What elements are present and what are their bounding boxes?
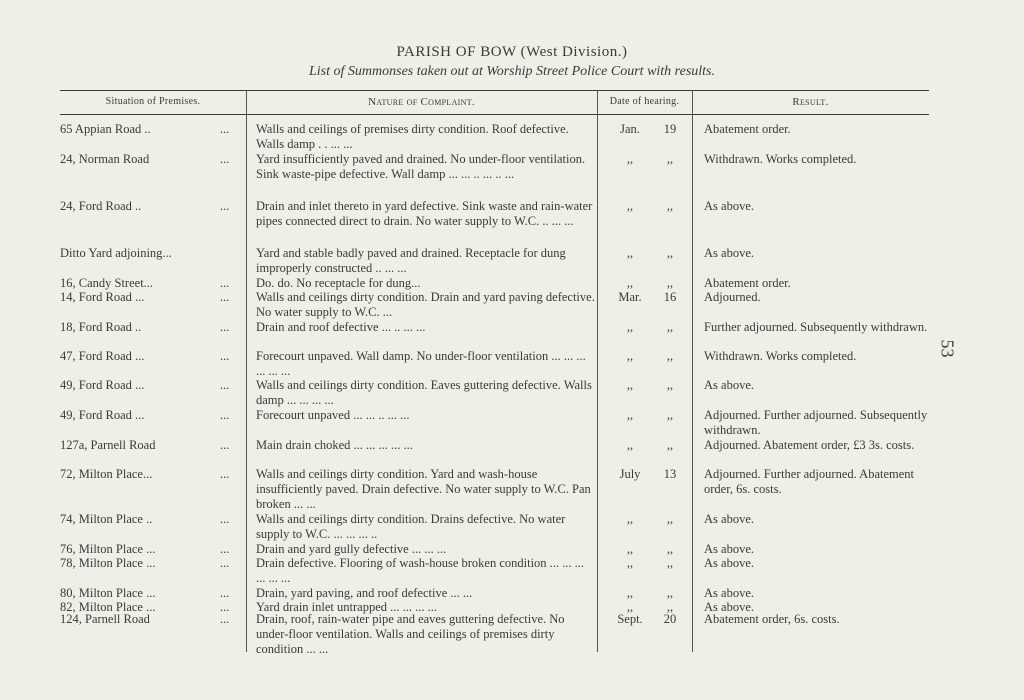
result-cell: Withdrawn. Works completed. [704, 152, 857, 166]
hearing-day-cell: ,, [666, 378, 674, 392]
complaint-cell: Main drain choked ... ... ... ... ... [256, 438, 413, 452]
leader-dots: ... [220, 152, 230, 166]
leader-dots: ... [220, 290, 230, 304]
complaint-cell: Yard and stable badly paved and drained. Receptacle for dung improperly constructed .. ... ... [256, 246, 566, 275]
leader-dots: ... [220, 586, 230, 600]
header-result: Result. [792, 96, 829, 108]
hearing-day-cell: ,, [666, 408, 674, 422]
hearing-month-cell: ,, [626, 600, 634, 614]
result-cell: As above. [704, 199, 754, 213]
complaint-cell: Drain and roof defective ... .. ... ... [256, 320, 426, 334]
premises-name: 72, Milton Place... [60, 467, 153, 481]
result-cell: As above. [704, 556, 754, 570]
result-cell: As above. [704, 512, 754, 526]
leader-dots: ... [220, 199, 230, 213]
hearing-day-cell: ,, [666, 199, 674, 213]
result-cell: Further adjourned. Subsequently withdrawn. [704, 320, 928, 334]
result-cell: Adjourned. [704, 290, 761, 304]
premises-name: 24, Ford Road .. [60, 199, 142, 213]
result-cell: Adjourned. Further adjourned. Subsequently withdrawn. [704, 408, 928, 437]
hearing-day-cell: ,, [666, 600, 674, 614]
hearing-month-cell: ,, [626, 378, 634, 392]
result-cell: As above. [704, 378, 754, 392]
leader-dots: ... [220, 408, 230, 422]
premises-name: 14, Ford Road ... [60, 290, 145, 304]
hearing-month-cell: ,, [626, 246, 634, 260]
leader-dots: ... [220, 600, 230, 614]
complaint-cell: Walls and ceilings dirty condition. Drain and yard paving defective. No water supply to W.C. ... [256, 290, 595, 319]
hearing-day-cell: ,, [666, 246, 674, 260]
hearing-day-cell: 13 [663, 467, 677, 481]
complaint-cell: Yard drain inlet untrapped ... ... ... ... [256, 600, 437, 614]
result-cell: As above. [704, 542, 754, 556]
premises-name: 76, Milton Place ... [60, 542, 156, 556]
result-cell: Withdrawn. Works completed. [704, 349, 857, 363]
complaint-cell: Yard insufficiently paved and drained. No under-floor ventilation. Sink waste-pipe defective. Wall damp ... ... .. ... .. ... [256, 152, 586, 181]
hearing-month-cell: ,, [626, 556, 634, 570]
leader-dots: ... [220, 276, 230, 290]
result-cell: Abatement order, 6s. costs. [704, 612, 840, 626]
complaint-cell: Walls and ceilings of premises dirty condition. Roof defective. Walls damp . . ... ... [256, 122, 569, 151]
premises-name: 16, Candy Street... [60, 276, 154, 290]
hearing-month-cell: ,, [626, 438, 634, 452]
premises-name: 82, Milton Place ... [60, 600, 156, 614]
complaint-cell: Drain and inlet thereto in yard defective. Sink waste and rain-water pipes connected direct to drain. No water supply to W.C. .. ... ... [256, 199, 593, 228]
hearing-month-cell: ,, [626, 320, 634, 334]
complaint-cell: Walls and ceilings dirty condition. Yard and wash-house insufficiently paved. Drain defective. No water supply to W.C. Pan broken ... ... [256, 467, 591, 511]
leader-dots: ... [220, 122, 230, 136]
page-subtitle: List of Summonses taken out at Worship Street Police Court with results. [309, 64, 715, 79]
premises-name: 65 Appian Road .. [60, 122, 151, 136]
leader-dots: ... [220, 512, 230, 526]
complaint-cell: Drain, yard paving, and roof defective ... ... [256, 586, 473, 600]
hearing-month-cell: Jan. [620, 122, 640, 136]
premises-name: 74, Milton Place .. [60, 512, 153, 526]
hearing-day-cell: ,, [666, 438, 674, 452]
hearing-day-cell: ,, [666, 542, 674, 556]
hearing-month-cell: Mar. [618, 290, 642, 304]
premises-name: 49, Ford Road ... [60, 408, 145, 422]
column-divider [246, 90, 247, 652]
premises-name: 24, Norman Road [60, 152, 150, 166]
hearing-day-cell: 20 [663, 612, 677, 626]
premises-name: 47, Ford Road ... [60, 349, 145, 363]
hearing-day-cell: ,, [666, 320, 674, 334]
result-cell: As above. [704, 586, 754, 600]
hearing-month-cell: ,, [626, 512, 634, 526]
leader-dots: ... [220, 438, 230, 452]
premises-name: 80, Milton Place ... [60, 586, 156, 600]
hearing-day-cell: ,, [666, 152, 674, 166]
result-cell: As above. [704, 600, 754, 614]
leader-dots: ... [220, 378, 230, 392]
result-cell: Adjourned. Further adjourned. Abatement order, 6s. costs. [704, 467, 915, 496]
header-date: Date of hearing. [609, 96, 680, 107]
complaint-cell: Walls and ceilings dirty condition. Drains defective. No water supply to W.C. ... ... ... .. [256, 512, 566, 541]
complaint-cell: Forecourt unpaved ... ... .. ... ... [256, 408, 410, 422]
premises-name: 124, Parnell Road [60, 612, 150, 626]
premises-name: 49, Ford Road ... [60, 378, 145, 392]
table-header-rule [60, 114, 929, 115]
header-premises: Situation of Premises. [105, 96, 201, 107]
complaint-cell: Drain defective. Flooring of wash-house broken condition ... ... ... ... ... ... [256, 556, 585, 585]
hearing-day-cell: ,, [666, 349, 674, 363]
premises-name: 78, Milton Place ... [60, 556, 156, 570]
column-divider [692, 90, 693, 652]
hearing-month-cell: ,, [626, 276, 634, 290]
result-cell: Adjourned. Abatement order, £3 3s. costs. [704, 438, 915, 452]
hearing-day-cell: 19 [663, 122, 677, 136]
leader-dots: ... [220, 612, 230, 626]
hearing-day-cell: ,, [666, 586, 674, 600]
leader-dots: ... [220, 349, 230, 363]
leader-dots: ... [220, 556, 230, 570]
hearing-month-cell: ,, [626, 408, 634, 422]
page-title: PARISH OF BOW (West Division.) [396, 44, 628, 60]
hearing-month-cell: ,, [626, 199, 634, 213]
hearing-day-cell: 16 [663, 290, 677, 304]
page-number: 53 [937, 339, 958, 358]
hearing-month-cell: Sept. [617, 612, 643, 626]
hearing-month-cell: ,, [626, 152, 634, 166]
hearing-day-cell: ,, [666, 512, 674, 526]
hearing-month-cell: ,, [626, 349, 634, 363]
hearing-day-cell: ,, [666, 556, 674, 570]
result-cell: As above. [704, 246, 754, 260]
premises-name: Ditto Yard adjoining... [60, 246, 172, 260]
hearing-month-cell: ,, [626, 586, 634, 600]
header-complaint: Nature of Complaint. [368, 96, 475, 108]
complaint-cell: Do. do. No receptacle for dung... [256, 276, 421, 290]
complaint-cell: Walls and ceilings dirty condition. Eaves guttering defective. Walls damp ... ... ... ... [256, 378, 592, 407]
leader-dots: ... [220, 320, 230, 334]
leader-dots: ... [220, 542, 230, 556]
premises-name: 18, Ford Road .. [60, 320, 142, 334]
premises-name: 127a, Parnell Road [60, 438, 156, 452]
leader-dots: ... [220, 467, 230, 481]
column-divider [597, 90, 598, 652]
result-cell: Abatement order. [704, 276, 791, 290]
table-top-rule [60, 90, 929, 91]
complaint-cell: Forecourt unpaved. Wall damp. No under-floor ventilation ... ... ... ... ... ... [256, 349, 586, 378]
result-cell: Abatement order. [704, 122, 791, 136]
hearing-month-cell: ,, [626, 542, 634, 556]
hearing-month-cell: July [619, 467, 641, 481]
complaint-cell: Drain and yard gully defective ... ... ... [256, 542, 447, 556]
complaint-cell: Drain, roof, rain-water pipe and eaves guttering defective. No under-floor ventilation. Walls and ceilings of premises dirty condition ... ... [256, 612, 565, 656]
hearing-day-cell: ,, [666, 276, 674, 290]
